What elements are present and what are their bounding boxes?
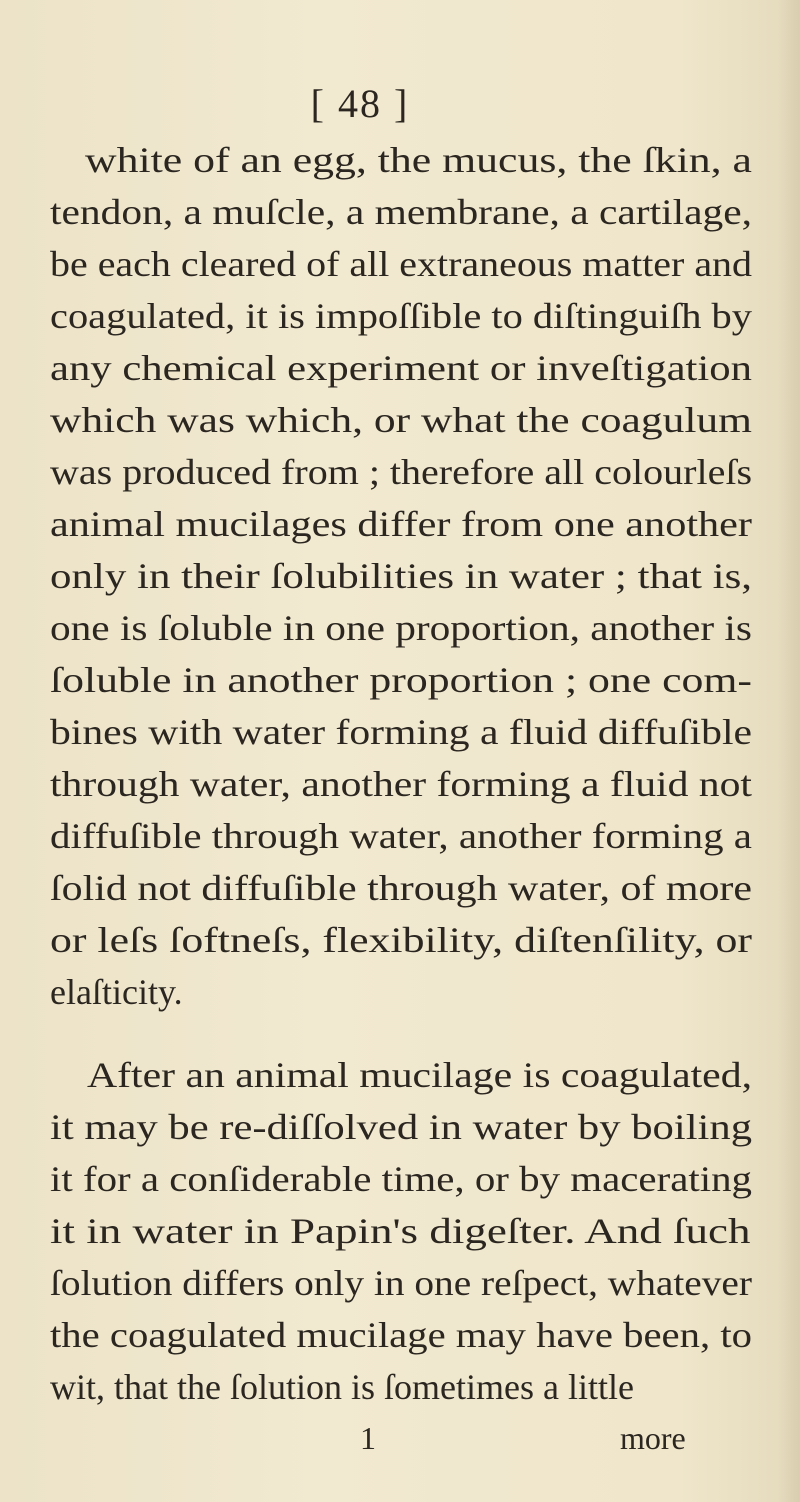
page-footer	[0, 1420, 800, 1460]
text-line: the coagulated mucilage may have been, to	[50, 1315, 753, 1355]
text-line: coagulated, it is impoſſible to diſtinguiſh by	[50, 296, 752, 336]
text-line: it may be re-diſſolved in water by boiling	[50, 1107, 753, 1147]
text-line: elaſticity.	[50, 972, 183, 1012]
catchword: more	[620, 1420, 686, 1456]
text-line: wit, that the ſolution is ſometimes a little	[50, 1367, 634, 1407]
text-line: one is ſoluble in one proportion, another is	[50, 608, 752, 648]
text-line: any chemical experiment or inveſtigation	[50, 348, 752, 388]
text-line: it for a conſiderable time, or by macerating	[50, 1159, 753, 1199]
text-line: white of an egg, the mucus, the ſkin, a	[85, 140, 752, 180]
text-line: it in water in Papin's digeſter. And ſuch	[50, 1211, 751, 1251]
text-line: was produced from ; therefore all colourleſs	[50, 452, 753, 492]
text-line: ſolid not diffuſible through water, of more	[50, 868, 752, 908]
text-line: ſoluble in another proportion ; one com-	[50, 660, 753, 700]
signature-mark: 1	[360, 1420, 376, 1456]
text-line: only in their ſolubilities in water ; that is,	[50, 556, 752, 596]
text-line: bines with water forming a fluid diffuſible	[50, 712, 752, 752]
text-line: which was which, or what the coagulum	[50, 400, 753, 440]
text-line: through water, another forming a fluid not	[50, 764, 752, 804]
page-number: [ 48 ]	[310, 81, 410, 126]
text-line: diffuſible through water, another forming a	[50, 816, 752, 856]
text-line: After an animal mucilage is coagulated,	[87, 1055, 753, 1095]
text-line: or leſs ſoftneſs, flexibility, diſtenſility, or	[50, 920, 752, 960]
text-line: tendon, a muſcle, a membrane, a cartilage,	[50, 192, 753, 232]
text-line: be each cleared of all extraneous matter and	[50, 244, 752, 284]
text-line: animal mucilages differ from one another	[50, 504, 753, 544]
text-line: ſolution differs only in one reſpect, whatever	[50, 1263, 753, 1303]
